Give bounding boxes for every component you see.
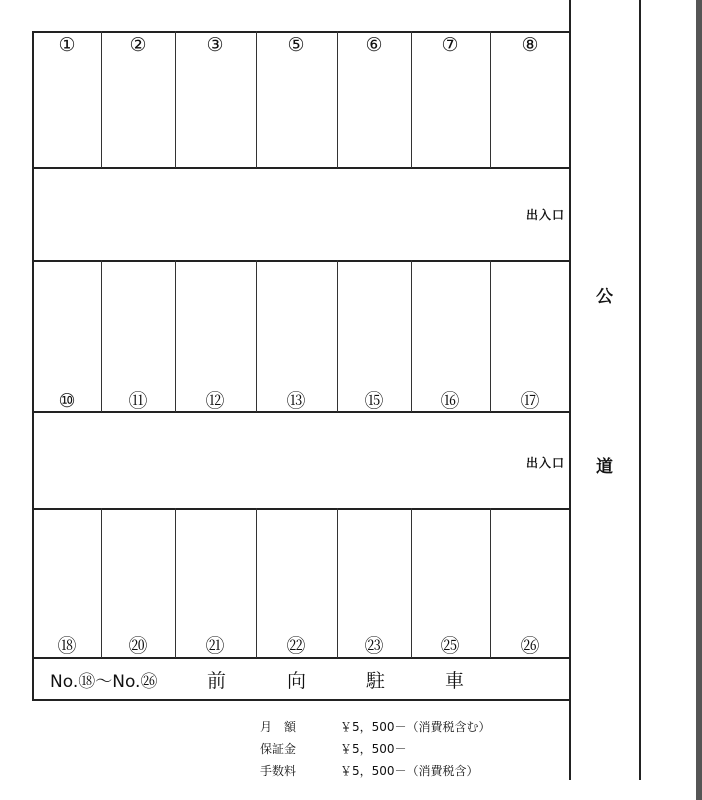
row1-divider	[256, 31, 257, 168]
caption-char: 前	[207, 670, 227, 692]
road-label-char: 公	[596, 287, 613, 307]
road-label-char: 道	[596, 457, 613, 477]
caption-range: No.⑱～No.㉖	[50, 672, 158, 692]
space-number: ⑫	[205, 390, 225, 412]
fee-label: 保証金	[260, 742, 297, 756]
space-number: ③	[206, 34, 224, 56]
space-number: ⑬	[286, 390, 306, 412]
left-border	[32, 31, 34, 701]
row1-divider	[337, 31, 338, 168]
row2-divider	[411, 260, 412, 412]
right-border	[569, 0, 571, 780]
row2-divider	[101, 260, 102, 412]
caption-bottom-line	[32, 699, 570, 701]
road-edge-line	[639, 0, 641, 780]
row3-divider	[175, 508, 176, 658]
row2-divider	[490, 260, 491, 412]
space-number: ⑦	[441, 34, 459, 56]
entrance-label: 出入口	[526, 456, 566, 470]
space-number: ⑥	[365, 34, 383, 56]
space-number: ㉖	[520, 635, 540, 657]
row2-divider	[256, 260, 257, 412]
row3-divider	[256, 508, 257, 658]
row2-divider	[175, 260, 176, 412]
space-number: ㉒	[286, 635, 306, 657]
fee-value: ￥5，500－（消費税含む）	[340, 720, 491, 734]
caption-char: 駐	[366, 670, 386, 692]
fee-label: 月 額	[260, 720, 297, 734]
space-number: ⑮	[364, 390, 384, 412]
entrance-label: 出入口	[526, 208, 566, 222]
fee-value: ￥5，500－（消費税含）	[340, 764, 479, 778]
space-number: ⑱	[57, 635, 77, 657]
row3-divider	[101, 508, 102, 658]
space-number: ⑧	[521, 34, 539, 56]
row3-divider	[490, 508, 491, 658]
space-number: ⑩	[58, 390, 76, 412]
space-number: ㉕	[440, 635, 460, 657]
page-edge	[696, 0, 702, 800]
row1-divider	[411, 31, 412, 168]
row3-divider	[411, 508, 412, 658]
space-number: ⑳	[128, 635, 148, 657]
space-number: ㉑	[205, 635, 225, 657]
fee-value: ￥5，500－	[340, 742, 407, 756]
space-number: ②	[129, 34, 147, 56]
fee-label: 手数料	[260, 764, 297, 778]
space-number: ①	[58, 34, 76, 56]
space-number: ⑤	[287, 34, 305, 56]
cropped-header-fragment	[0, 0, 560, 6]
caption-char: 車	[445, 670, 465, 692]
caption-char: 向	[287, 670, 307, 692]
row2-divider	[337, 260, 338, 412]
row3-divider	[337, 508, 338, 658]
space-number: ㉓	[364, 635, 384, 657]
row1-divider	[490, 31, 491, 168]
row1-divider	[101, 31, 102, 168]
space-number: ⑰	[520, 390, 540, 412]
row1-divider	[175, 31, 176, 168]
space-number: ⑯	[440, 390, 460, 412]
space-number: ⑪	[128, 390, 148, 412]
